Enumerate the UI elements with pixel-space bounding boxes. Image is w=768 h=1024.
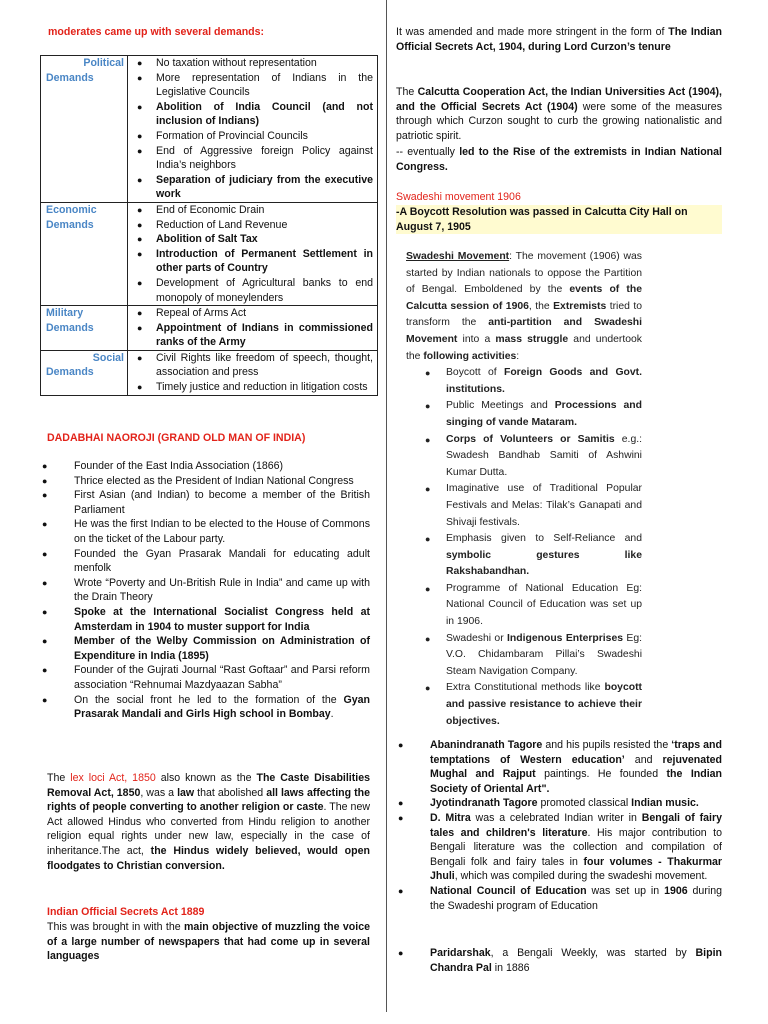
list-item: ● Spoke at the International Socialist Congress held at Amsterdam in 1904 to muster support for India	[40, 605, 370, 634]
official-secrets-heading: Indian Official Secrets Act 1889	[47, 906, 205, 918]
naoroji-heading: DADABHAI NAOROJI (GRAND OLD MAN OF INDIA)	[47, 432, 306, 444]
demand-category	[41, 306, 128, 351]
demand-items-cell	[128, 306, 378, 351]
list-item: ● D. Mitra was a celebrated Indian writer in Bengali of fairy tales and children's literature. His major contribution to Bengali literature was the collection and compilation of Bengali folk and fairy tales in four volumes - Thakurmar Jhuli, which was compiled during the swadeshi movement.	[396, 811, 722, 884]
list-item: ● Timely justice and reduction in litigation costs	[128, 380, 373, 395]
activities-list	[406, 365, 642, 730]
list-item: ● Swadeshi or Indigenous Enterprises Eg: V.O. Chidambaram Pillai’s Swadeshi Steam Navigation Company.	[406, 631, 642, 681]
swadeshi-heading: Swadeshi movement 1906	[396, 191, 521, 203]
demand-category-label: Economic	[46, 203, 97, 216]
list-item: ● Appointment of Indians in commissioned ranks of the Army	[128, 321, 373, 350]
curzon-measures-paragraph: The Calcutta Cooperation Act, the Indian Universities Act (1904), and the Official Secrets Act (1904) were some of the measures through which Curzon sought to curb the growing nationalistic and patriotic spirit.	[396, 86, 722, 142]
list-item: ● Repeal of Arms Act	[128, 306, 373, 321]
list-item: ● Thrice elected as the President of Indian National Congress	[40, 474, 370, 489]
demands-row	[41, 350, 378, 395]
list-item: ● On the social front he led to the formation of the Gyan Prasarak Mandali and Girls High school in Bombay.	[40, 693, 370, 722]
swadeshi-movement-excerpt	[406, 249, 642, 730]
demand-category-label: Political	[83, 57, 124, 69]
demand-category-label: Military	[46, 307, 84, 320]
demand-category-label: Social	[92, 351, 124, 364]
list-item: ● Abanindranath Tagore and his pupils resisted the ‘traps and temptations of Western education’ and rejuvenated Mughal and Rajput paintings. He founded the Indian Society of Oriental Art".	[396, 738, 722, 796]
extremists-rise-paragraph: -- eventually led to the Rise of the extremists in Indian National Congress.	[396, 146, 722, 173]
list-item: ● Public Meetings and Processions and singing of vande Mataram.	[406, 398, 642, 431]
demand-items-cell	[128, 350, 378, 395]
swadeshi-intro: Swadeshi Movement: The movement (1906) was started by Indian nationals to oppose the Partition of Bengal. Emboldened by the events of the Calcutta session of 1906, the Extremists tried to transform the anti-partition and Swadeshi Movement into a mass struggle and undertook the following activities:	[406, 251, 643, 362]
list-item: ● Civil Rights like freedom of speech, thought, association and press	[128, 351, 373, 380]
demand-category-sublabel: Demands	[46, 71, 94, 84]
list-item: ● Abolition of Salt Tax	[128, 232, 373, 247]
list-item: ● Founder of the East India Association (1866)	[40, 459, 370, 474]
list-item: ● First Asian (and Indian) to become a member of the British Parliament	[40, 488, 370, 517]
list-item: ● Formation of Provincial Councils	[128, 129, 373, 144]
list-item: ● End of Economic Drain	[128, 203, 373, 218]
list-item: ● Extra Constitutional methods like boycott and passive resistance to achieve their objectives.	[406, 680, 642, 730]
demand-category	[41, 350, 128, 395]
paridarshak-list	[396, 946, 722, 975]
list-item: ● Abolition of India Council (and not inclusion of Indians)	[128, 100, 373, 129]
list-item: ● Emphasis given to Self-Reliance and symbolic gestures like Rakshabandhan.	[406, 531, 642, 581]
demands-row	[41, 56, 378, 203]
official-secrets-paragraph: This was brought in with the main objective of muzzling the voice of a large number of newspapers that had come up in several languages	[47, 921, 370, 963]
list-item: ● He was the first Indian to be elected to the House of Commons on the ticket of the Labour party.	[40, 517, 370, 546]
demands-row	[41, 306, 378, 351]
list-item: ● Programme of National Education Eg: National Council of Education was set up in 1906.	[406, 581, 642, 631]
list-item: ● Imaginative use of Traditional Popular Festivals and Melas: Tilak’s Ganapati and Shivaji festivals.	[406, 481, 642, 531]
boycott-resolution: -A Boycott Resolution was passed in Calcutta City Hall on August 7, 1905	[396, 205, 722, 234]
list-item: ● Wrote “Poverty and Un-British Rule in India” and came up with the Drain Theory	[40, 576, 370, 605]
lex-loci-paragraph: The lex loci Act, 1850 also known as the The Caste Disabilities Removal Act, 1850, was a law that abolished all laws affecting the rights of people converting to another religion or caste. The new Act allowed Hindus who converted from Hindu religion to another religion equal rights under new law, especially in the case of inheritance.The act, the Hindus widely believed, would open floodgates to Christian conversion.	[47, 772, 371, 872]
demand-items-cell	[128, 56, 378, 203]
list-item: ● National Council of Education was set up in 1906 during the Swadeshi program of Education	[396, 884, 722, 913]
list-item: ● Founder of the Gujrati Journal “Rast Goftaar” and Parsi reform association “Rehnumai Mazdyaazan Sabha”	[40, 663, 370, 692]
demand-category-sublabel: Demands	[46, 321, 94, 334]
list-item: ● Reduction of Land Revenue	[128, 218, 373, 233]
list-item: ● Paridarshak, a Bengali Weekly, was started by Bipin Chandra Pal in 1886	[396, 946, 722, 975]
list-item: ● More representation of Indians in the Legislative Councils	[128, 71, 373, 100]
list-item: ● Introduction of Permanent Settlement in other parts of Country	[128, 247, 373, 276]
demands-row	[41, 202, 378, 305]
demand-category-sublabel: Demands	[46, 218, 94, 231]
column-divider	[386, 0, 387, 1012]
list-item: ● Development of Agricultural banks to end monopoly of moneylenders	[128, 276, 373, 305]
list-item: ● End of Aggressive foreign Policy against India’s neighbors	[128, 144, 373, 173]
list-item: ● No taxation without representation	[128, 56, 373, 71]
naoroji-list	[40, 459, 370, 722]
list-item: ● Separation of judiciary from the executive work	[128, 173, 373, 202]
demand-category	[41, 202, 128, 305]
osa-1904-paragraph: It was amended and made more stringent in the form of The Indian Official Secrets Act, 1904, during Lord Curzon’s tenure	[396, 26, 723, 53]
demands-intro: moderates came up with several demands:	[48, 26, 265, 38]
list-item: ● Corps of Volunteers or Samitis e.g.: Swadesh Bandhab Samiti of Ashwini Kumar Dutta.	[406, 432, 642, 482]
swadeshi-culture-list	[396, 738, 722, 913]
list-item: ● Boycott of Foreign Goods and Govt. institutions.	[406, 365, 642, 398]
demand-category-sublabel: Demands	[46, 366, 94, 379]
demand-items-cell	[128, 202, 378, 305]
list-item: ● Founded the Gyan Prasarak Mandali for educating adult menfolk	[40, 547, 370, 576]
list-item: ● Jyotindranath Tagore promoted classical Indian music.	[396, 796, 722, 811]
demands-table	[40, 55, 378, 396]
list-item: ● Member of the Welby Commission on Administration of Expenditure in India (1895)	[40, 634, 370, 663]
demand-category	[41, 56, 128, 203]
